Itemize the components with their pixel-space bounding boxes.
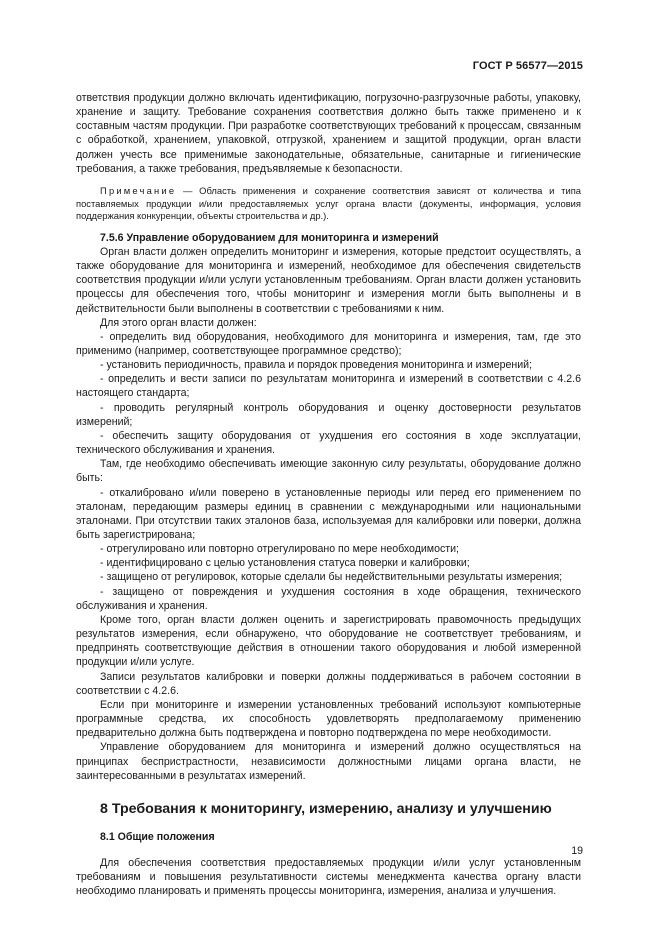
subsection-heading: 7.5.6 Управление оборудованием для мониторинга и измерений (100, 231, 439, 244)
list-item: - защищено от повреждения и ухудшения состояния в ходе обращения, технического обслуживания и хранения. (76, 585, 581, 612)
page-content (76, 91, 581, 898)
standard-code: ГОСТ Р 56577—2015 (472, 60, 583, 72)
note (76, 185, 581, 223)
note-label: Примечание (100, 184, 177, 196)
list-item: - откалибровано и/или поверено в установленные периоды или перед его применением по эталонам, передающим размеры единиц в сравнении с международными или национальными эталонами. При отсутствии таких эталонов база, используемая для калибровки или поверки, должна быть зарегистрирована; (76, 486, 581, 541)
list-item: - установить периодичность, правила и порядок проведения мониторинга и измерений; (100, 359, 533, 372)
paragraph: Управление оборудованием для мониторинга и измерений должно осуществляться на принципах беспристрастности, независимости должностными лицами органа власти, не заинтересованными в результатах измерений. (76, 741, 581, 782)
paragraph: Кроме того, орган власти должен оценить и зарегистрировать правомочность предыдущих результатов измерения, если обнаружено, что оборудование не соответствует требованиям, и предпринять соответствующие действия в отношении такого оборудования и любой измеренной продукции и/или услуге. (76, 613, 581, 669)
note-text: — Область применения и сохранение соответствия зависят от количества и типа поставляемых продукции и/или предоставляемых услуг органа власти (документы, информация, условия поддержания конкуренции, объекты строительства и др.). (76, 184, 581, 222)
list-item: - определить и вести записи по результатам мониторинга и измерений в соответствии с 4.2.6 настоящего стандарта; (76, 373, 581, 400)
paragraph: Если при мониторинге и измерении установленных требований используют компьютерные программные средства, их способность удовлетворять предполагаемому применению предварительно должна быть подтверждена и повторно подтверждена по мере необходимости. (76, 698, 581, 740)
list-item: - определить вид оборудования, необходимого для мониторинга и измерения, там, где это применимо (например, соответствующее программное средство); (76, 330, 581, 357)
list-item: - отрегулировано или повторно отрегулировано по мере необходимости; (100, 543, 459, 556)
list-item: - проводить регулярный контроль оборудования и оценку достоверности результатов измерений; (76, 401, 581, 428)
list-item: - защищено от регулировок, которые сделали бы недействительными результаты измерения; (100, 571, 563, 584)
paragraph: Там, где необходимо обеспечивать имеющие законную силу результаты, оборудование должно быть: (76, 458, 581, 485)
paragraph: Орган власти должен определить мониторинг и измерения, которые предстоит осуществлять, а также оборудование для мониторинга и измерений, необходимое для обеспечения свидетельств соответствия продукции и/или услуги установленным требованиям. Орган власти должен установить процессы для обеспечения того, чтобы мониторинг и измерения могли быть выполнены и в действительности были выполнены в соответствии с требованиями к ним. (76, 245, 581, 315)
paragraph: Для обеспечения соответствия предоставляемых продукции и/или услуг установленным требованиям и повышения результативности системы менеджмента качества органу власти необходимо планировать и применять процессы мониторинга, измерения, анализа и улучшения. (76, 856, 581, 898)
list-item: - идентифицировано с целью установления статуса поверки и калибровки; (100, 557, 470, 570)
paragraph: Записи результатов калибровки и поверки должны поддерживаться в рабочем состоянии в соответствии с 4.2.6. (76, 670, 581, 697)
paragraph: Для этого орган власти должен: (100, 316, 257, 329)
paragraph: ответствия продукции должно включать идентификацию, погрузочно-разгрузочные работы, упаковку, хранение и защиту. Требование сохранения соответствия должно быть также применено и к составным частям продукции. При разработке соответствующих требований к процессам, связанным с обработкой, хранением, упаковкой, отгрузкой, хранением и защитой продукции, орган власти должен учесть все применимые законодательные, обязательные, санитарные и гигиенические требования, а также требования, предъявляемые к безопасности. (76, 92, 581, 175)
list-item: - обеспечить защиту оборудования от ухудшения его состояния в ходе эксплуатации, технического обслуживания и хранения. (76, 429, 581, 457)
page-number: 19 (571, 845, 583, 857)
section-heading: 8 Требования к мониторингу, измерению, анализу и улучшению (100, 800, 552, 817)
subsection-heading: 8.1 Общие положения (100, 830, 215, 843)
